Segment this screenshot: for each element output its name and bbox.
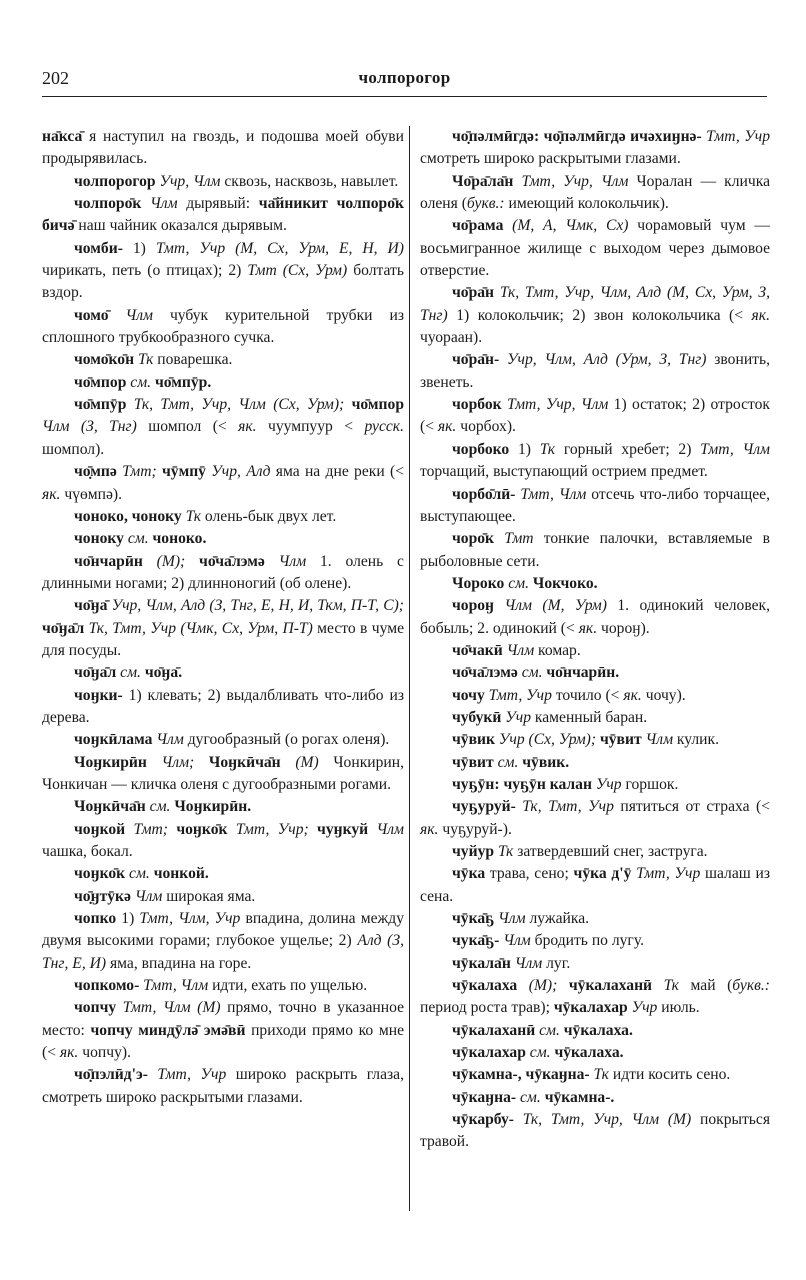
definition-text: идти косить сено. xyxy=(608,1066,731,1084)
headword: чомо̄ xyxy=(74,306,109,324)
definition-text: я наступил на гвоздь, и подошва моей обуви продырявилась. xyxy=(42,128,404,168)
dictionary-entry xyxy=(42,886,404,908)
dictionary-entry xyxy=(42,238,404,305)
dialect-label: см. xyxy=(145,798,175,816)
dialect-label: см. xyxy=(116,664,145,682)
definition-text: лужайка. xyxy=(525,910,590,928)
dialect-label: Учр, Члм, Алд (Урм, З, Тнг) xyxy=(499,351,707,369)
dictionary-entry xyxy=(42,819,404,864)
dictionary-entry xyxy=(420,796,770,841)
headword: чӯкарбу- xyxy=(452,1111,515,1129)
headword: чорбок xyxy=(452,396,502,414)
definition-text: 1) остаток; 2) отросток (< xyxy=(420,396,770,436)
definition-text: наш чайник оказался дырявым. xyxy=(74,217,287,235)
definition-text: горный хребет; 2) xyxy=(555,440,701,458)
dialect-label: як. xyxy=(42,485,61,503)
headword: чӯмпӯ xyxy=(161,463,206,481)
dialect-label: Члм xyxy=(494,910,526,928)
definition-text: период роста трав); xyxy=(420,999,554,1017)
headword: чолпоро̄к xyxy=(74,195,142,213)
headword: чо̄ӈа̄ xyxy=(74,597,108,615)
definition-text: шомпол (< xyxy=(136,418,239,436)
headword: чӯкалаханӣ xyxy=(452,1021,536,1039)
dialect-label: Члм xyxy=(368,820,404,838)
headword: чӯка̄ҕ xyxy=(452,910,495,928)
definition-text: 1) xyxy=(116,910,140,928)
headword: чо̣̄ӈтӯкә xyxy=(74,887,131,905)
headword: чоноко. xyxy=(152,530,207,548)
headword: чӯкаӈна- xyxy=(452,1088,517,1106)
definition-text: поварешка. xyxy=(153,351,233,369)
definition-text: шалаш из сена. xyxy=(420,865,770,905)
headword: чорбоко xyxy=(452,440,510,458)
definition-text: затвердевший снег, заструга. xyxy=(513,843,708,860)
headword: чо̄мпӯр. xyxy=(154,373,212,391)
dialect-label: см. xyxy=(493,753,523,771)
dictionary-entry xyxy=(420,1042,770,1064)
definition-text: шомпол). xyxy=(42,440,105,458)
dialect-label: як. xyxy=(623,686,642,704)
dictionary-entry xyxy=(420,439,770,484)
headword: чӯка xyxy=(452,865,486,883)
headword: чуйур xyxy=(452,843,495,860)
dialect-label: Тк, Тмт, Учр (Чмк, Сх, Урм, П-Т) xyxy=(84,619,313,637)
dictionary-entry xyxy=(42,595,404,662)
dialect-label: Члм (З, Тнг) xyxy=(42,418,137,436)
definition-text: яма, впадина на горе. xyxy=(106,954,252,972)
headword: чо̄ча̄лэмә xyxy=(452,664,518,682)
headword: чубукӣ xyxy=(452,708,502,726)
dialect-label: Члм xyxy=(108,306,153,324)
headword: чо̄мпор xyxy=(74,373,127,391)
dictionary-entry xyxy=(420,126,770,171)
definition-text: тонкие палочки, вставляемые в рыболовные сети. xyxy=(420,530,770,570)
dictionary-entry xyxy=(42,171,404,193)
dictionary-entry xyxy=(42,349,404,371)
dialect-label: Тк, Тмт, Учр xyxy=(515,798,614,816)
page-number: 202 xyxy=(42,68,69,88)
headword: чӯкамна-, чӯкаӈна- xyxy=(452,1066,590,1084)
definition-text: кулик. xyxy=(673,731,719,749)
dictionary-entry xyxy=(42,975,404,997)
definition-text: пятиться от страха (< xyxy=(613,798,770,816)
dictionary-entry xyxy=(420,1020,770,1042)
definition-text: сквозь, насквозь, навылет. xyxy=(220,172,399,190)
dialect-label: Тк xyxy=(589,1066,609,1084)
dictionary-entry xyxy=(420,484,770,529)
dialect-label: Тк, Тмт, Учр, Члм, Алд (М, Сх, Урм, З, Тнг) xyxy=(420,284,770,324)
headword: чоноку xyxy=(74,530,124,548)
dialect-label: Тмт (Сх, Урм) xyxy=(247,262,348,280)
dialect-label: Учр xyxy=(501,708,531,726)
dialect-label: Тмт, Члм xyxy=(515,485,587,503)
dialect-label: Учр, Алд xyxy=(205,463,271,481)
headword: Чороко xyxy=(452,574,505,592)
definition-text: 1) xyxy=(509,440,540,458)
headword: чоро̄к xyxy=(452,530,495,548)
dialect-label: Члм xyxy=(502,641,535,659)
dialect-label: Члм xyxy=(141,195,178,213)
dialect-label: букв.: xyxy=(732,977,770,995)
dialect-label: букв.: xyxy=(466,195,505,213)
definition-text: олень-бык двух лет. xyxy=(201,507,337,525)
dialect-label: Тмт; xyxy=(125,820,177,838)
definition-text: чочу). xyxy=(641,686,686,704)
headword: чӯвит xyxy=(452,753,494,771)
dialect-label: Учр, Члм, Алд (З, Тнг, Е, Н, И, Ткм, П-Т, С); xyxy=(107,597,404,615)
dictionary-entry xyxy=(420,752,770,774)
dictionary-entry xyxy=(42,528,404,550)
dictionary-entry xyxy=(420,171,770,216)
dictionary-entry xyxy=(420,662,770,684)
headword: чӯвик xyxy=(452,731,495,749)
dialect-label: як. xyxy=(751,306,770,324)
dialect-label: русск. xyxy=(364,418,404,436)
definition-text: смотреть широко раскрытыми глазами. xyxy=(420,150,681,168)
headword: чо̄нчарӣн. xyxy=(546,664,620,682)
dialect-label: Тмт, Учр xyxy=(147,1066,227,1084)
headword: чоӈко̄к xyxy=(74,865,126,883)
dialect-label: Тмт, Учр; xyxy=(227,820,318,838)
definition-text: звонить, звенеть. xyxy=(420,351,770,391)
dictionary-entry xyxy=(42,394,404,461)
headword: ча̄йникит чолпоро̄к бичә̄ xyxy=(42,195,404,235)
dialect-label: як. xyxy=(420,820,439,838)
definition-text: чопчу). xyxy=(78,1044,131,1062)
headword: чо̄ӈа̄. xyxy=(144,664,183,682)
dictionary-entry xyxy=(420,953,770,975)
headword: чопкомо- xyxy=(74,977,140,995)
headword: на̄кса̄ xyxy=(42,128,83,145)
definition-text: яма на дне реки (< xyxy=(270,463,405,481)
headword: чуҕӯн: чуҕӯн калан xyxy=(452,775,592,793)
dialect-label: Члм xyxy=(499,932,531,950)
headword: чоӈко̄к xyxy=(176,820,228,838)
definition-text: отсечь что-либо торчащее, выступающее. xyxy=(420,485,770,525)
headword: Чо̄ра̄ла̄н xyxy=(452,172,514,190)
dictionary-entry xyxy=(420,729,770,751)
dialect-label: Члм; xyxy=(146,753,209,771)
definition-text: широкая яма. xyxy=(162,887,256,905)
dictionary-entry xyxy=(420,1087,770,1109)
headword: чомо̄ко̄н xyxy=(74,351,135,369)
definition-text: 1) xyxy=(122,239,156,257)
headword: Чоӈкирӣн. xyxy=(174,798,252,816)
dialect-label: Тк xyxy=(134,351,154,369)
dictionary-entry xyxy=(42,752,404,797)
headword: чӯкала̄н xyxy=(452,954,511,972)
headword: чо̄ӈа̄л xyxy=(74,664,117,682)
dictionary-entry xyxy=(42,729,404,751)
dialect-label: Тмт, Учр xyxy=(484,686,552,704)
definition-text: 1) колокольчик; 2) звон колокольчика (< xyxy=(447,306,752,324)
dictionary-entry xyxy=(420,282,770,349)
definition-text: май ( xyxy=(678,977,733,995)
definition-text: июль. xyxy=(657,999,700,1017)
dictionary-entry xyxy=(420,685,770,707)
dialect-label: як. xyxy=(238,418,257,436)
dialect-label: Учр xyxy=(627,999,658,1017)
dialect-label: Тк, Тмт, Учр, Члм (М) xyxy=(514,1111,692,1129)
definition-text: Чонкирин, Чонкичан — кличка оленя с дугообразными рогами. xyxy=(42,753,404,793)
definition-text: комар. xyxy=(534,641,581,659)
definition-text: чирикать, петь (о птицах); 2) xyxy=(42,262,248,280)
dictionary-entry xyxy=(420,394,770,439)
dictionary-entry xyxy=(42,193,404,238)
headword: чо̄нчарӣн xyxy=(74,552,143,570)
definition-text: место в чуме для посуды. xyxy=(42,619,404,659)
dialect-label: Тмт; xyxy=(116,463,162,481)
headword: чо̄ра̄н- xyxy=(452,351,500,369)
dictionary-entry xyxy=(420,908,770,930)
dictionary-entry xyxy=(42,863,404,885)
dictionary-entry xyxy=(42,551,404,596)
dialect-label: Учр xyxy=(591,775,622,793)
definition-text: дугообразный (о рогах оленя). xyxy=(183,731,390,749)
headword: чука̄ҕ- xyxy=(452,932,500,950)
headword: чопко xyxy=(74,910,117,928)
headword: чоӈкой xyxy=(74,820,126,838)
dictionary-entry xyxy=(42,1064,404,1109)
dialect-label: Члм xyxy=(130,887,163,905)
definition-text: имеющий колокольчик). xyxy=(504,195,669,213)
headword: чопчу xyxy=(74,999,117,1017)
dictionary-entry xyxy=(420,707,770,729)
dialect-label: Тмт, Учр (М, Сх, Урм, Е, Н, И) xyxy=(155,239,405,257)
dictionary-entry xyxy=(420,774,770,796)
headword: чороӈ xyxy=(452,597,495,615)
dialect-label: Тмт, Учр xyxy=(701,128,770,145)
definition-text: впадина, долина между двумя высокими горами; глубокое ущелье; 2) xyxy=(42,910,404,950)
headword: чо̣̄пәлмӣгдә: чо̣̄пәлмӣгдә ичәхиӈнә- xyxy=(452,128,702,145)
dialect-label: (М); xyxy=(517,977,569,995)
dialect-label: Члм (М, Урм) xyxy=(494,597,607,615)
headword: чорбо̄лӣ- xyxy=(452,485,516,503)
dialect-label: Учр (Сх, Урм); xyxy=(494,731,600,749)
headword: чӯвик. xyxy=(522,753,570,771)
definition-text: чуораан). xyxy=(420,329,483,347)
dialect-label: (М); xyxy=(142,552,200,570)
dialect-label: (М, А, Чмк, Сх) xyxy=(503,217,629,235)
definition-text: чубук курительной трубки из сплошного трубкообразного сучка. xyxy=(42,306,404,347)
dialect-label: Тк xyxy=(181,507,201,525)
dictionary-entry xyxy=(420,930,770,952)
definition-text: чорбох). xyxy=(456,418,516,436)
headword: чӯкалахар xyxy=(553,999,628,1017)
headword: чопчу миндӯлә̄ эмә̄вӣ xyxy=(90,1021,246,1039)
headword: чӯка д'ӯ xyxy=(573,865,632,883)
dictionary-entry xyxy=(42,997,404,1064)
dialect-label: Тмт, Члм (М) xyxy=(116,999,221,1017)
definition-text: покрыться травой. xyxy=(420,1111,770,1151)
headword: чӯкалаха. xyxy=(554,1044,624,1062)
definition-text: 1) клевать; 2) выдалбливать что-либо из дерева. xyxy=(42,686,404,726)
headword: чочу xyxy=(452,686,485,704)
page-header xyxy=(42,62,767,97)
definition-text: приходи прямо ко мне (< xyxy=(42,1021,404,1062)
headword: чо̄ра̄н xyxy=(452,284,495,302)
dialect-label: см. xyxy=(125,865,154,883)
definition-text: 1. одинокий человек, бобыль; 2. одинокий (< xyxy=(420,597,770,637)
headword: чоӈки- xyxy=(74,686,123,704)
definition-text: чорамовый чум — восьмигранное жилище с выходом через дымовое отверстие. xyxy=(420,217,770,280)
dialect-label: Члм xyxy=(510,954,543,972)
headword: чо̄мпор xyxy=(351,396,404,414)
definition-text: 1. олень с длинными ногами; 2) длинноногий (об олене). xyxy=(42,552,404,592)
headword: чонкой. xyxy=(153,865,209,883)
dictionary-entry xyxy=(42,126,404,171)
definition-text: торчащий, выступающий острием предмет. xyxy=(420,463,708,481)
dictionary-entry xyxy=(420,841,770,863)
headword: чӯвит xyxy=(599,731,642,749)
headword: чо̄чакӣ xyxy=(452,641,503,659)
headword: чо̣̄пэлӣд'э- xyxy=(74,1066,148,1084)
definition-text: идти, ехать по ущелью. xyxy=(208,977,368,995)
definition-text: трава, сено; xyxy=(485,865,574,883)
headword: Чоӈкӣча̄н xyxy=(74,798,146,816)
definition-text: прямо, точно в указанное место: xyxy=(42,999,404,1039)
dialect-label: Тмт, Учр, Члм xyxy=(513,172,629,190)
definition-text: луг. xyxy=(542,954,571,972)
headword: Чокчоко. xyxy=(532,574,598,592)
dictionary-entry xyxy=(42,662,404,684)
dictionary-entry xyxy=(420,863,770,908)
dictionary-entry xyxy=(420,215,770,282)
definition-text: чуҕуруй-). xyxy=(438,820,512,838)
headword: чомби- xyxy=(74,239,123,257)
headword: чӯкалаха xyxy=(452,977,518,995)
definition-text: горшок. xyxy=(621,775,679,793)
headword: чо̄ча̄лэмә xyxy=(199,552,265,570)
dialect-label: Тмт, Члм, Учр xyxy=(139,910,241,928)
definition-text: широко раскрыть глаза, смотреть широко раскрытыми глазами. xyxy=(42,1066,404,1106)
definition-text: чуумпуур < xyxy=(256,418,365,436)
dialect-label: см. xyxy=(535,1021,564,1039)
dialect-label: Тк xyxy=(494,843,514,860)
definition-text: Чоралан — кличка оленя ( xyxy=(420,172,770,213)
dictionary-entry xyxy=(42,506,404,528)
dialect-label: Тмт, Члм xyxy=(139,977,209,995)
dialect-label: як. xyxy=(59,1044,79,1062)
left-column xyxy=(42,126,404,1109)
definition-text: чороӈ). xyxy=(597,619,650,637)
dictionary-entry xyxy=(42,796,404,818)
dialect-label: см. xyxy=(517,664,547,682)
definition-text: точило (< xyxy=(551,686,624,704)
dictionary-entry xyxy=(420,975,770,1020)
dialect-label: Тмт, Учр xyxy=(631,865,701,883)
column-divider xyxy=(409,126,410,1211)
dictionary-entry xyxy=(42,461,404,506)
dialect-label: Тмт, Члм xyxy=(700,440,770,458)
definition-text: болтать вздор. xyxy=(42,262,404,302)
headword: чӯкалахар xyxy=(452,1044,526,1062)
right-column xyxy=(420,126,770,1154)
dialect-label: см. xyxy=(504,574,533,592)
dialect-label: Члм xyxy=(152,731,184,749)
definition-text: чүөмпә). xyxy=(60,485,123,503)
dictionary-entry xyxy=(42,305,404,350)
dialect-label: Тмт xyxy=(494,530,534,548)
headword: чӯкамна-. xyxy=(544,1088,615,1106)
dialect-label: Тк, Тмт, Учр, Члм (Сх, Урм); xyxy=(126,396,352,414)
headword: чо̄рама xyxy=(452,217,504,235)
dictionary-entry xyxy=(42,908,404,975)
dialect-label: см. xyxy=(126,373,155,391)
dictionary-entry xyxy=(420,595,770,640)
headword: чо̄ӈа̄л xyxy=(42,619,85,637)
dialect-label: см. xyxy=(525,1044,555,1062)
dialect-label: Тк xyxy=(539,440,556,458)
definition-text: каменный баран. xyxy=(531,708,648,726)
headword: чӯкалаханӣ xyxy=(568,977,653,995)
headword: чуӈкуй xyxy=(317,820,369,838)
dialect-label: см. xyxy=(516,1088,545,1106)
dialect-label: см. xyxy=(123,530,153,548)
dialect-label: Тк xyxy=(652,977,679,995)
dictionary-entry xyxy=(420,640,770,662)
headword: чо̄мпӯр xyxy=(74,396,127,414)
headword: чоӈкӣлама xyxy=(74,731,153,749)
dictionary-entry xyxy=(420,349,770,394)
headword: чолпорогор xyxy=(74,172,156,190)
dialect-label: як. xyxy=(437,418,457,436)
dictionary-entry xyxy=(420,573,770,595)
dictionary-entry xyxy=(420,1064,770,1086)
headword: чӯкалаха. xyxy=(563,1021,633,1039)
dialect-label: Учр, Члм xyxy=(155,172,221,190)
running-head: чолпорогор xyxy=(358,68,451,87)
dictionary-entry xyxy=(42,685,404,730)
headword: чо̣̄мпә xyxy=(74,463,117,481)
dictionary-entry xyxy=(42,372,404,394)
dictionary-entry xyxy=(420,528,770,573)
dialect-label: Алд (З, Тнг, Е, И) xyxy=(42,932,404,972)
dialect-label: (М) xyxy=(280,753,319,771)
dialect-label: Тмт, Учр, Члм xyxy=(501,396,609,414)
definition-text: бродить по лугу. xyxy=(530,932,644,950)
dialect-label: Члм xyxy=(641,731,674,749)
headword: чоноко, чоноку xyxy=(74,507,182,525)
dictionary-entry xyxy=(420,1109,770,1154)
headword: Чоӈкирӣн xyxy=(74,753,147,771)
dialect-label: як. xyxy=(578,619,598,637)
dialect-label: Члм xyxy=(264,552,307,570)
definition-text: дырявый: xyxy=(177,195,259,213)
headword: Чоӈкӣча̄н xyxy=(208,753,281,771)
headword: чуҕуруй- xyxy=(452,798,516,816)
definition-text: чашка, бокал. xyxy=(42,843,133,860)
